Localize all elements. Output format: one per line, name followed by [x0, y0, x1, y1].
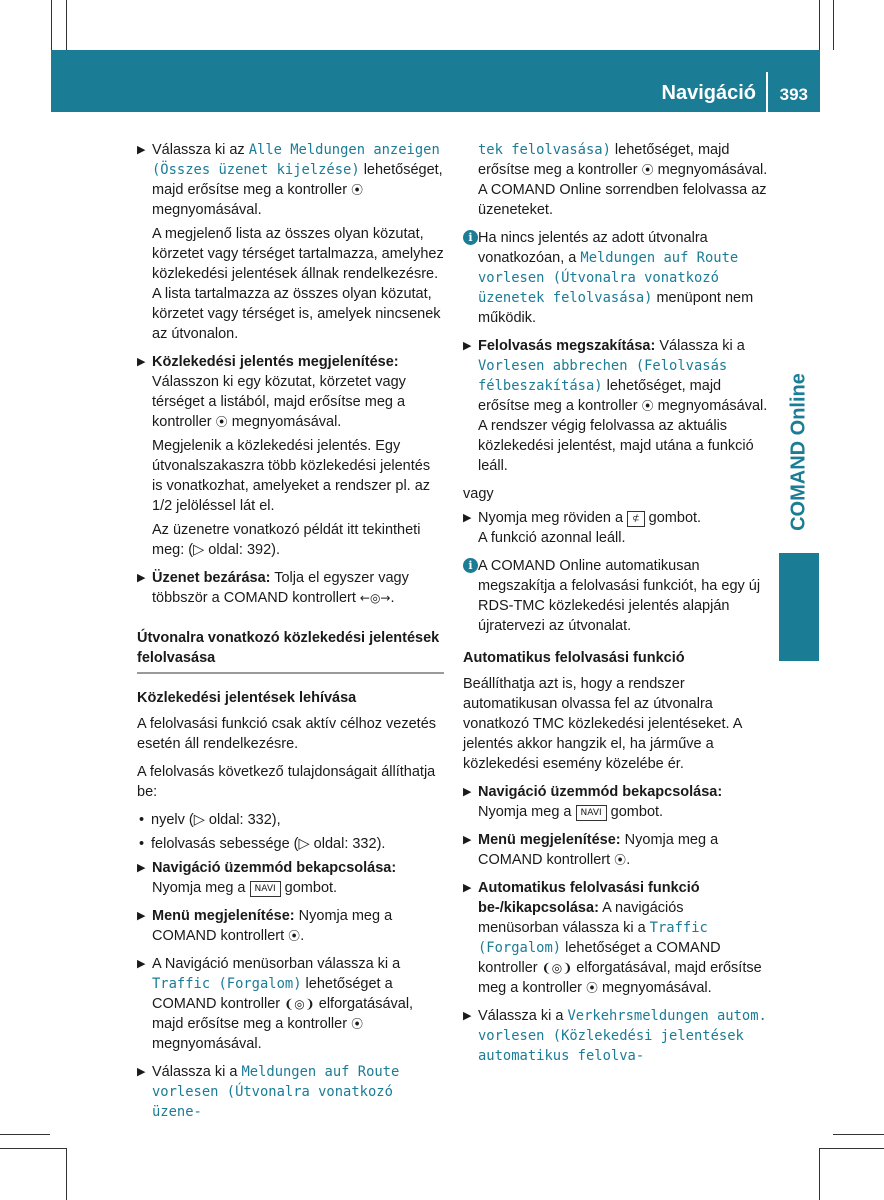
continued-paragraph: tek felolvasása) lehetőséget, majd erősítse meg a kontroller ⦿ megnyomásával. A COMAND Online sorrendben felolvassa az üzeneteket. [478, 142, 768, 218]
crop-mark [819, 1148, 820, 1200]
instruction-item: ▶ Automatikus felolvasási funkció be-/kikapcsolása: A navigációs menüsorban válassza ki a Traffic (Forgalom) lehetőséget a COMAND kontroller ❨◎❩ elforgatásával, majd erősítse meg a kontroller ⦿ megnyomásával. [463, 880, 762, 996]
menu-option: Alle Meldungen anzeigen (Összes üzenet kijelzése) [152, 142, 440, 178]
instruction-item: ▶ Üzenet bezárása: Tolja el egyszer vagy többször a COMAND kontrollert ←◎→. [137, 570, 409, 606]
arrow-icon: ▶ [463, 834, 472, 846]
menu-option: Verkehrsmeldungen autom. vorlesen (Közlekedési jelentések automatikus felolva- [478, 1008, 767, 1064]
controller-press-icon: ⦿ [614, 853, 627, 867]
paragraph: A felolvasás következő tulajdonságait állíthatja be: [137, 764, 436, 800]
instruction-item: ▶ Válassza ki a Meldungen auf Route vorlesen (Útvonalra vonatkozó üzene- [137, 1064, 400, 1120]
crop-mark [0, 1148, 66, 1149]
instruction-item: ▶ Nyomja meg röviden a ⊄ gombot. A funkció azonnal leáll. [463, 508, 768, 548]
crop-mark [833, 0, 834, 50]
arrow-icon: ▶ [137, 1066, 146, 1078]
instruction-item: ▶ Válassza ki a Verkehrsmeldungen autom. vorlesen (Közlekedési jelentések automatikus felolva- [463, 1008, 767, 1064]
list-item: • felolvasás sebessége (▷ oldal: 332). [139, 836, 386, 852]
instruction-item: ▶ Navigáció üzemmód bekapcsolása: Nyomja meg a NAVI gombot. [463, 784, 723, 820]
controller-press-icon: ⦿ [215, 415, 228, 429]
list-item: • nyelv (▷ oldal: 332), [139, 812, 281, 828]
paragraph: A felolvasási funkció csak aktív célhoz vezetés esetén áll rendelkezésre. [137, 716, 437, 752]
arrow-icon: ▶ [463, 1010, 472, 1022]
paragraph: A megjelenő lista az összes olyan közutat, körzetet vagy térséget tartalmazza, amelyhez közlekedési jelentések állnak rendelkezésre. A lista tartalmazza az összes olyan közutat, körzetet vagy térséget is, amelyek nincsenek az útvonalon. [152, 226, 444, 342]
arrow-icon: ▶ [137, 958, 146, 970]
section-divider [137, 672, 444, 674]
instruction-item: ▶ Közlekedési jelentés megjelenítése: Válasszon ki egy közutat, körzetet vagy térséget a listából, majd erősítse meg a kontroller ⦿ megnyomásával. Megjelenik a közlekedési jelentés. Egy útvonalszakaszra több közlekedési jelentés is vonatkozhat, amelyeket a rendszer pl. az 1/2 jelöléssel lát el. Az üzenetre vonatkozó példát itt tekintheti meg: (▷ oldal: 392). [137, 352, 444, 560]
chapter-title: Navigáció [661, 82, 756, 104]
paragraph: Megjelenik a közlekedési jelentés. Egy útvonalszakaszra több közlekedési jelentés is vonatkozhat, amelyeket a rendszer pl. az 1/2 jelöléssel lát el. [152, 438, 431, 514]
controller-turn-icon: ❨◎❩ [284, 997, 315, 1011]
instruction-item: ▶ Válassza ki az Alle Meldungen anzeigen (Összes üzenet kijelzése) lehetőséget, majd erősítse meg a kontroller ⦿ megnyomásával. A megjelenő lista az összes olyan közutat, körzetet vagy térséget tartalmazza, amelyhez közlekedési jelentések állnak rendelkezésre. A lista tartalmazza az összes olyan közutat, körzetet vagy térséget is, amelyek nincsenek az útvonalon. [137, 142, 444, 342]
paragraph: A funkció azonnal leáll. [478, 530, 626, 546]
info-note: i Ha nincs jelentés az adott útvonalra vonatkozóan, a Meldungen auf Route vorlesen (Útvonalra vonatkozó üzenetek felolvasása) menüpont nem működik. [463, 228, 768, 328]
side-tab-marker [779, 553, 819, 661]
navi-key-icon: NAVI [576, 805, 607, 821]
arrow-icon: ▶ [137, 356, 146, 368]
mute-key-icon: ⊄ [627, 511, 645, 527]
paragraph: Az üzenetre vonatkozó példát itt tekintheti meg: (▷ oldal: 392). [152, 522, 421, 558]
controller-press-icon: ⦿ [586, 981, 599, 995]
left-column [137, 140, 444, 1130]
controller-slide-icon: ←◎→ [359, 591, 391, 605]
info-icon: i [463, 558, 478, 573]
menu-option: Meldungen auf Route vorlesen (Útvonalra vonatkozó üzene- [152, 1064, 400, 1120]
menu-option: Vorlesen abbrechen (Felolvasás félbeszakítása) [478, 358, 728, 394]
arrow-icon: ▶ [137, 572, 146, 584]
menu-option: Meldungen auf Route vorlesen (Útvonalra vonatkozó üzenetek felolvasása) [478, 250, 739, 306]
header-divider [766, 72, 768, 112]
side-tab [779, 360, 819, 544]
page-header [51, 50, 820, 112]
or-text: vagy [463, 486, 494, 502]
instruction-item: ▶ Felolvasás megszakítása: Válassza ki a Vorlesen abbrechen (Felolvasás félbeszakítása) lehetőséget, majd erősítse meg a kontroller ⦿ megnyomásával. A rendszer végig felolvassa az aktuális közlekedési jelentést, majd utána a funkció leáll. [463, 338, 768, 474]
crop-mark [66, 0, 67, 50]
controller-press-icon: ⦿ [351, 1017, 364, 1031]
arrow-icon: ▶ [137, 144, 146, 156]
instruction-item: ▶ Menü megjelenítése: Nyomja meg a COMAND kontrollert ⦿. [137, 908, 393, 944]
arrow-icon: ▶ [463, 786, 472, 798]
arrow-icon: ▶ [463, 340, 472, 352]
instruction-item: ▶ A Navigáció menüsorban válassza ki a Traffic (Forgalom) lehetőséget a COMAND kontroller ❨◎❩ elforgatásával, majd erősítse meg a kontroller ⦿ megnyomásával. [137, 956, 414, 1052]
controller-press-icon: ⦿ [351, 183, 364, 197]
navi-key-icon: NAVI [250, 881, 281, 897]
arrow-icon: ▶ [137, 862, 146, 874]
page-number: 393 [779, 85, 808, 104]
arrow-icon: ▶ [463, 512, 472, 524]
menu-option: Traffic (Forgalom) [478, 920, 708, 956]
menu-option: tek felolvasása) [478, 142, 611, 158]
arrow-icon: ▶ [463, 882, 472, 894]
instruction-item: ▶ Menü megjelenítése: Nyomja meg a COMAND kontrollert ⦿. [463, 832, 719, 868]
controller-turn-icon: ❨◎❩ [541, 961, 573, 975]
controller-press-icon: ⦿ [288, 929, 301, 943]
bullet-icon: • [139, 812, 145, 828]
controller-press-icon: ⦿ [641, 399, 654, 413]
crop-mark [819, 1148, 884, 1149]
subheading: Automatikus felolvasási funkció [463, 650, 685, 666]
controller-press-icon: ⦿ [641, 163, 654, 177]
info-note: i A COMAND Online automatikusan megszakítja a felolvasási funkciót, ha egy új RDS-TMC közlekedési jelentés alapján újratervezi az útvonalat. [463, 556, 768, 636]
info-icon: i [463, 230, 478, 245]
section-heading: Útvonalra vonatkozó közlekedési jelentések felolvasása [137, 630, 440, 666]
bullet-icon: • [139, 836, 145, 852]
crop-mark [833, 1134, 884, 1135]
menu-option: Traffic (Forgalom) [152, 976, 302, 992]
arrow-icon: ▶ [137, 910, 146, 922]
subheading: Közlekedési jelentések lehívása [137, 690, 357, 706]
right-column [463, 140, 768, 1074]
crop-mark [66, 1148, 67, 1200]
paragraph: Beállíthatja azt is, hogy a rendszer automatikusan olvassa fel az útvonalra vonatkozó TMC közlekedési jelentéseket. A jelentés akkor hangzik el, ha járműve a közlekedési esemény közelébe ér. [463, 676, 742, 772]
crop-mark [0, 1134, 50, 1135]
side-tab-label: COMAND Online [787, 373, 810, 531]
instruction-item: ▶ Navigáció üzemmód bekapcsolása: Nyomja meg a NAVI gombot. [137, 860, 397, 896]
